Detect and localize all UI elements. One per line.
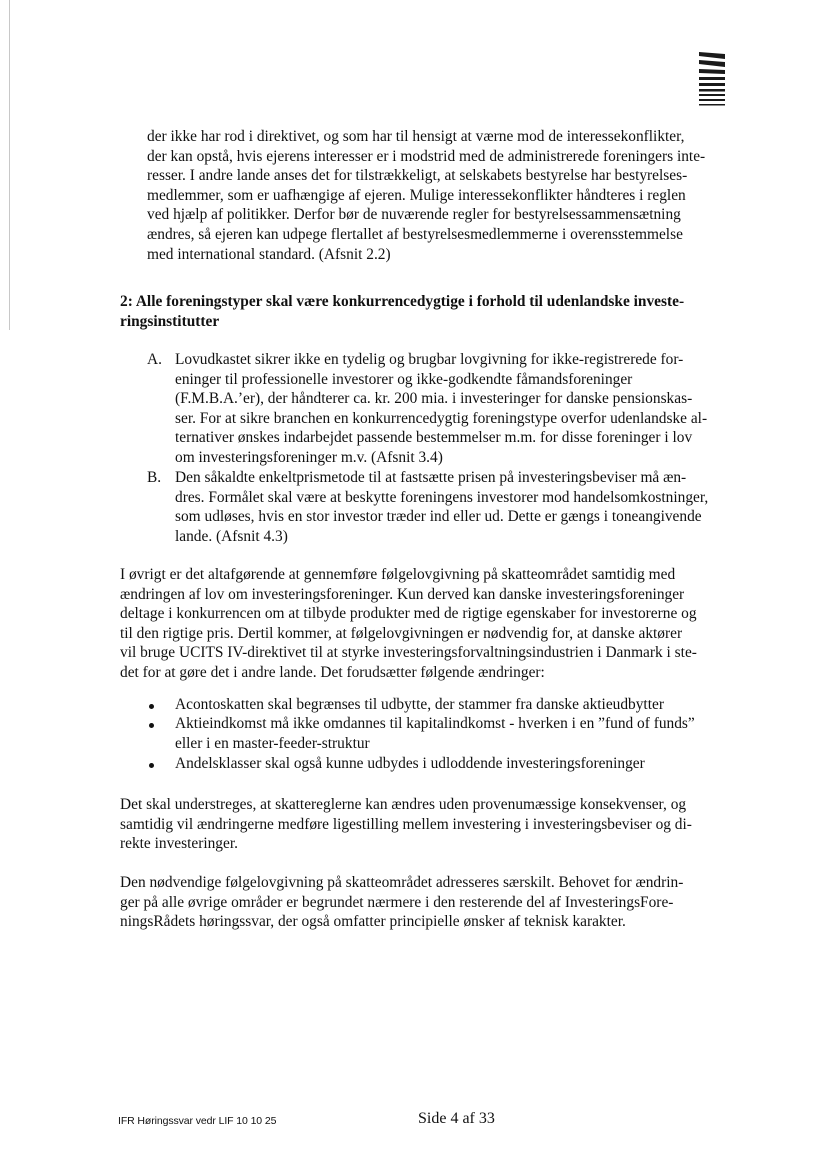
list-item <box>175 350 707 468</box>
footer-document-ref: IFR Høringssvar vedr LIF 10 10 25 <box>118 1115 277 1127</box>
heading-line: ringsinstitutter <box>120 312 220 330</box>
bullet-icon <box>149 704 154 709</box>
list-item-letter: A. <box>147 351 162 368</box>
intro-paragraph <box>147 127 705 264</box>
text-line: I øvrigt er det altafgørende at gennemføre følgelovgivning på skatteområdet samtidig med <box>120 566 676 583</box>
text-line: Det skal understreges, at skattereglerne kan ændres uden provenumæssige konsekvenser, og <box>120 796 687 813</box>
text-line: der kan opstå, hvis ejerens interesser er i modstrid med de administrerede foreningers inte- <box>147 147 706 165</box>
text-line: deltage i konkurrencen om at tilbyde produkter med de rigtige egenskaber for investorerne og <box>120 605 697 623</box>
paragraph <box>120 873 683 932</box>
text-line: Acontoskatten skal begrænses til udbytte, der stammer fra danske aktieudbytter <box>175 696 664 713</box>
text-line: ændres, så ejeren kan udpege flertallet af bestyrelsesmedlemmerne i overensstemmelse <box>147 225 683 243</box>
text-line: Aktieindkomst må ikke omdannes til kapitalindkomst - hverken i en ”fund of funds” <box>175 715 695 732</box>
paragraph <box>120 565 697 683</box>
text-line: der ikke har rod i direktivet, og som har til hensigt at værne mod de interessekonflikter, <box>147 128 685 145</box>
text-line: til den rigtige pris. Dertil kommer, at følgelovgivningen er nødvendig for, at danske aktører <box>120 624 683 642</box>
text-line: (F.M.B.A.’er), der håndterer ca. kr. 200 mia. i investeringer for danske pensionskas- <box>175 390 693 408</box>
bullet-item <box>175 695 664 715</box>
text-line: vil bruge UCITS IV-direktivet til at styrke investeringsforvaltningsindustrien i Danmark i ste- <box>120 644 697 662</box>
paragraph <box>120 795 692 854</box>
text-line: Den såkaldte enkeltprismetode til at fastsætte prisen på investeringsbeviser må æn- <box>175 469 687 486</box>
text-line: samtidig vil ændringerne medføre ligestilling mellem investering i investeringsbeviser og di- <box>120 815 692 833</box>
text-line: ger på alle øvrige områder er begrundet nærmere i den resterende del af InvesteringsFore- <box>120 893 674 911</box>
text-line: eninger til professionelle investorer og ikke-godkendte fåmandsforeninger <box>175 370 633 388</box>
text-line: ser. For at sikre branchen en konkurrencedygtig foreningstype overfor udenlandske al- <box>175 409 708 427</box>
section-heading <box>120 292 684 331</box>
striped-logo-icon <box>697 50 727 108</box>
text-line: Andelsklasser skal også kunne udbydes i udloddende investeringsforeninger <box>175 755 645 772</box>
bullet-icon <box>149 723 154 728</box>
bullet-item <box>175 754 645 774</box>
text-line: ændringen af lov om investeringsforeninger. Kun derved kan danske investeringsforeninger <box>120 585 685 603</box>
text-line: eller i en master-feeder-struktur <box>175 734 370 752</box>
text-line: rekte investeringer. <box>120 835 238 853</box>
text-line: lande. (Afsnit 4.3) <box>175 527 288 545</box>
text-line: medlemmer, som er uafhængige af ejeren. Mulige interessekonflikter håndteres i reglen <box>147 186 686 204</box>
text-line: som udløses, hvis en stor investor træder ind eller ud. Dette er gængs i toneangivende <box>175 508 702 526</box>
bullet-item <box>175 714 695 753</box>
list-item-letter: B. <box>147 469 162 486</box>
text-line: med international standard. (Afsnit 2.2) <box>147 245 391 263</box>
text-line: Lovudkastet sikrer ikke en tydelig og brugbar lovgivning for ikke-registrerede for- <box>175 351 684 368</box>
text-line: Den nødvendige følgelovgivning på skatteområdet adresseres særskilt. Behovet for ændrin- <box>120 874 684 891</box>
text-line: resser. I andre lande anses det for tilstrækkeligt, at selskabets bestyrelse har bestyrelses- <box>147 167 688 185</box>
list-item <box>175 468 708 546</box>
text-line: ningsRådets høringssvar, der også omfatter principielle ønsker af teknisk karakter. <box>120 913 626 931</box>
text-line: ved hjælp af politikker. Derfor bør de nuværende regler for bestyrelsessammensætning <box>147 206 681 224</box>
footer-page-number: Side 4 af 33 <box>418 1110 495 1127</box>
text-line: det for at gøre det i andre lande. Det forudsætter følgende ændringer: <box>120 663 545 681</box>
page-edge-line <box>9 0 10 330</box>
heading-line: 2: Alle foreningstyper skal være konkurrencedygtige i forhold til udenlandske investe- <box>120 293 685 310</box>
text-line: om investeringsforeninger m.v. (Afsnit 3.4) <box>175 448 443 466</box>
bullet-icon <box>149 763 154 768</box>
text-line: dres. Formålet skal være at beskytte foreningens investorer mod handelsomkostninger, <box>175 488 709 506</box>
text-line: ternativer ønskes indarbejdet passende bestemmelser m.m. for disse foreninger i lov <box>175 429 693 447</box>
